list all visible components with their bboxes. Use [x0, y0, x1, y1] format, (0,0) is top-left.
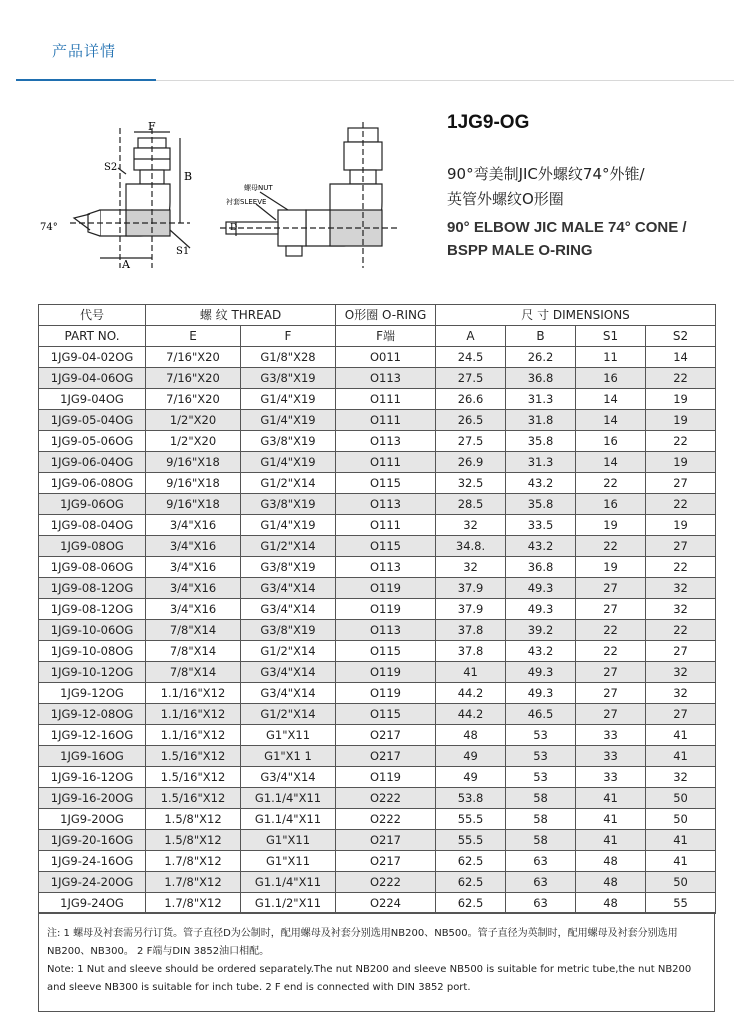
- label-B: B: [184, 170, 193, 183]
- table-cell: G3/8"X19: [241, 368, 336, 389]
- table-cell: 22: [646, 431, 716, 452]
- table-row: [39, 536, 716, 557]
- table-cell: 27: [646, 704, 716, 725]
- table-cell: G1/2"X14: [241, 704, 336, 725]
- table-cell: 16: [576, 368, 646, 389]
- label-S2: S2: [104, 162, 118, 173]
- table-cell: 63: [506, 851, 576, 872]
- table-cell: 9/16"X18: [146, 452, 241, 473]
- table-row: [39, 767, 716, 788]
- table-cell: G1/2"X14: [241, 536, 336, 557]
- table-cell: O119: [336, 683, 436, 704]
- table-cell: 7/16"X20: [146, 368, 241, 389]
- table-cell: 58: [506, 809, 576, 830]
- table-cell: O217: [336, 725, 436, 746]
- table-cell: G3/4"X14: [241, 578, 336, 599]
- table-cell: 19: [646, 452, 716, 473]
- table-row: [39, 620, 716, 641]
- table-cell: 32: [646, 767, 716, 788]
- table-cell: 7/8"X14: [146, 662, 241, 683]
- table-cell: 22: [576, 641, 646, 662]
- table-cell: 1JG9-08-06OG: [39, 557, 146, 578]
- table-cell: 33.5: [506, 515, 576, 536]
- technical-drawing: [30, 118, 430, 278]
- section-title: 产品详情: [52, 42, 117, 60]
- table-cell: 16: [576, 494, 646, 515]
- table-cell: 1JG9-04-02OG: [39, 347, 146, 368]
- table-cell: 1JG9-05-06OG: [39, 431, 146, 452]
- table-cell: 32: [436, 557, 506, 578]
- table-cell: G3/8"X19: [241, 494, 336, 515]
- table-cell: 41: [646, 851, 716, 872]
- table-cell: 1JG9-08-04OG: [39, 515, 146, 536]
- table-cell: G3/8"X19: [241, 620, 336, 641]
- table-cell: 50: [646, 809, 716, 830]
- table-cell: 1JG9-12-16OG: [39, 725, 146, 746]
- dimensions-table: [38, 304, 716, 914]
- header-B: B: [506, 326, 576, 347]
- table-cell: 1/2"X20: [146, 410, 241, 431]
- table-cell: 43.2: [506, 641, 576, 662]
- table-cell: 1/2"X20: [146, 431, 241, 452]
- table-cell: G3/8"X19: [241, 431, 336, 452]
- table-cell: 41: [436, 662, 506, 683]
- dimensions-table-wrapper: [38, 304, 715, 914]
- table-cell: 36.8: [506, 557, 576, 578]
- table-row: [39, 494, 716, 515]
- table-cell: 33: [576, 767, 646, 788]
- table-cell: G1"X11: [241, 830, 336, 851]
- table-cell: 1JG9-10-06OG: [39, 620, 146, 641]
- table-cell: O113: [336, 431, 436, 452]
- table-cell: 1JG9-08OG: [39, 536, 146, 557]
- label-angle: 74°: [40, 222, 58, 233]
- table-cell: 39.2: [506, 620, 576, 641]
- table-cell: 22: [646, 557, 716, 578]
- table-cell: 26.2: [506, 347, 576, 368]
- table-cell: 1.7/8"X12: [146, 893, 241, 914]
- label-S1: S1: [176, 246, 190, 257]
- table-cell: 3/4"X16: [146, 578, 241, 599]
- table-row: [39, 725, 716, 746]
- table-cell: O115: [336, 536, 436, 557]
- table-cell: 9/16"X18: [146, 494, 241, 515]
- table-cell: 14: [576, 389, 646, 410]
- table-cell: 58: [506, 788, 576, 809]
- table-cell: 1.5/8"X12: [146, 830, 241, 851]
- table-row: [39, 851, 716, 872]
- label-nut: 螺母NUT: [244, 184, 273, 192]
- table-cell: 1.1/16"X12: [146, 704, 241, 725]
- table-cell: 49.3: [506, 578, 576, 599]
- table-cell: 24.5: [436, 347, 506, 368]
- table-cell: 1JG9-24-20OG: [39, 872, 146, 893]
- table-cell: 53: [506, 746, 576, 767]
- table-row: [39, 872, 716, 893]
- table-cell: G3/4"X14: [241, 683, 336, 704]
- table-cell: 50: [646, 872, 716, 893]
- table-row: [39, 473, 716, 494]
- table-cell: 43.2: [506, 536, 576, 557]
- table-cell: 53: [506, 725, 576, 746]
- table-row: [39, 515, 716, 536]
- table-cell: 62.5: [436, 893, 506, 914]
- table-cell: 7/8"X14: [146, 620, 241, 641]
- table-cell: 32: [646, 578, 716, 599]
- table-cell: 19: [646, 389, 716, 410]
- table-cell: O113: [336, 557, 436, 578]
- table-cell: 1JG9-16OG: [39, 746, 146, 767]
- table-cell: 48: [576, 893, 646, 914]
- table-cell: G1.1/4"X11: [241, 872, 336, 893]
- table-cell: 49.3: [506, 662, 576, 683]
- product-title-cn-line1: 90°弯美制JIC外螺纹74°外锥/: [447, 165, 645, 183]
- table-cell: 63: [506, 893, 576, 914]
- table-cell: 1JG9-12OG: [39, 683, 146, 704]
- table-cell: 3/4"X16: [146, 599, 241, 620]
- table-cell: O119: [336, 599, 436, 620]
- table-cell: 37.9: [436, 578, 506, 599]
- table-cell: G1"X11: [241, 851, 336, 872]
- section-title-underline: [16, 79, 156, 81]
- header-oring: O形圈 O-RING: [336, 305, 436, 326]
- header-F: F: [241, 326, 336, 347]
- table-cell: G1/2"X14: [241, 473, 336, 494]
- table-cell: 27: [646, 536, 716, 557]
- header-A: A: [436, 326, 506, 347]
- table-cell: O119: [336, 578, 436, 599]
- table-cell: 22: [576, 620, 646, 641]
- header-dimensions: 尺 寸 DIMENSIONS: [436, 305, 716, 326]
- table-cell: O217: [336, 830, 436, 851]
- table-cell: 1JG9-20OG: [39, 809, 146, 830]
- table-cell: G1/2"X14: [241, 641, 336, 662]
- table-cell: G1/4"X19: [241, 410, 336, 431]
- table-cell: 50: [646, 788, 716, 809]
- table-cell: 1JG9-10-12OG: [39, 662, 146, 683]
- table-cell: 1JG9-12-08OG: [39, 704, 146, 725]
- table-cell: O222: [336, 872, 436, 893]
- table-cell: O113: [336, 620, 436, 641]
- table-cell: 37.8: [436, 620, 506, 641]
- table-cell: 1JG9-04-06OG: [39, 368, 146, 389]
- note-en-line1: Note: 1 Nut and sleeve should be ordered separately.The nut NB200 and sleeve NB500 is suitable for metric tube,the nut NB200: [47, 964, 692, 975]
- table-cell: 41: [576, 830, 646, 851]
- table-cell: 26.9: [436, 452, 506, 473]
- header-code-cn: 代号: [39, 305, 146, 326]
- table-cell: O222: [336, 788, 436, 809]
- table-cell: 3/4"X16: [146, 515, 241, 536]
- table-cell: 19: [576, 557, 646, 578]
- table-cell: 33: [576, 746, 646, 767]
- table-header-row: [39, 305, 716, 326]
- table-cell: 1.7/8"X12: [146, 851, 241, 872]
- table-cell: 46.5: [506, 704, 576, 725]
- table-cell: 44.2: [436, 683, 506, 704]
- table-cell: 33: [576, 725, 646, 746]
- table-cell: 1.7/8"X12: [146, 872, 241, 893]
- header-S2: S2: [646, 326, 716, 347]
- table-row: [39, 809, 716, 830]
- table-cell: 53: [506, 767, 576, 788]
- table-row: [39, 452, 716, 473]
- table-cell: 27.5: [436, 431, 506, 452]
- table-cell: 44.2: [436, 704, 506, 725]
- table-cell: 16: [576, 431, 646, 452]
- table-cell: 43.2: [506, 473, 576, 494]
- table-cell: 31.3: [506, 389, 576, 410]
- table-cell: 48: [436, 725, 506, 746]
- table-cell: 1JG9-06OG: [39, 494, 146, 515]
- table-cell: G3/4"X14: [241, 662, 336, 683]
- table-cell: O011: [336, 347, 436, 368]
- table-cell: O111: [336, 410, 436, 431]
- table-row: [39, 683, 716, 704]
- table-cell: 31.3: [506, 452, 576, 473]
- table-cell: O119: [336, 662, 436, 683]
- table-cell: 49: [436, 767, 506, 788]
- table-cell: O217: [336, 851, 436, 872]
- header-S1: S1: [576, 326, 646, 347]
- table-cell: 35.8: [506, 431, 576, 452]
- table-cell: 58: [506, 830, 576, 851]
- table-cell: 19: [646, 515, 716, 536]
- table-cell: 1.5/16"X12: [146, 746, 241, 767]
- label-F: F: [148, 120, 156, 133]
- table-cell: G1/4"X19: [241, 515, 336, 536]
- table-row: [39, 662, 716, 683]
- product-model: 1JG9-OG: [447, 112, 530, 133]
- table-cell: 1.5/8"X12: [146, 809, 241, 830]
- table-cell: 7/16"X20: [146, 347, 241, 368]
- table-cell: 32: [646, 683, 716, 704]
- section-divider: [156, 80, 734, 81]
- table-cell: 1JG9-04OG: [39, 389, 146, 410]
- table-cell: O224: [336, 893, 436, 914]
- table-cell: 27: [576, 704, 646, 725]
- table-cell: G1.1/4"X11: [241, 788, 336, 809]
- table-cell: 3/4"X16: [146, 557, 241, 578]
- table-row: [39, 557, 716, 578]
- table-cell: 1JG9-20-16OG: [39, 830, 146, 851]
- table-cell: 53.8: [436, 788, 506, 809]
- table-cell: 22: [646, 494, 716, 515]
- table-subheader-row: [39, 326, 716, 347]
- table-cell: 36.8: [506, 368, 576, 389]
- table-cell: 7/16"X20: [146, 389, 241, 410]
- table-cell: 32: [436, 515, 506, 536]
- table-cell: O115: [336, 641, 436, 662]
- table-cell: 3/4"X16: [146, 536, 241, 557]
- table-cell: 32.5: [436, 473, 506, 494]
- table-cell: 31.8: [506, 410, 576, 431]
- table-cell: G1/4"X19: [241, 452, 336, 473]
- table-cell: 1.1/16"X12: [146, 683, 241, 704]
- table-cell: O111: [336, 515, 436, 536]
- table-cell: 62.5: [436, 851, 506, 872]
- table-cell: 14: [576, 410, 646, 431]
- table-cell: 27.5: [436, 368, 506, 389]
- label-D: D: [230, 223, 238, 233]
- table-cell: 41: [576, 788, 646, 809]
- table-cell: 48: [576, 851, 646, 872]
- table-row: [39, 788, 716, 809]
- label-sleeve: 衬套SLEEVE: [226, 198, 267, 206]
- table-cell: G1.1/2"X11: [241, 893, 336, 914]
- table-cell: 22: [576, 536, 646, 557]
- table-cell: 1JG9-08-12OG: [39, 599, 146, 620]
- table-cell: O113: [336, 494, 436, 515]
- table-cell: 1JG9-24-16OG: [39, 851, 146, 872]
- table-cell: 49.3: [506, 599, 576, 620]
- table-cell: G1/4"X19: [241, 389, 336, 410]
- table-cell: G1"X11: [241, 725, 336, 746]
- table-row: [39, 431, 716, 452]
- table-row: [39, 410, 716, 431]
- table-cell: 14: [576, 452, 646, 473]
- table-row: [39, 347, 716, 368]
- table-cell: 1.1/16"X12: [146, 725, 241, 746]
- table-cell: G1.1/4"X11: [241, 809, 336, 830]
- header-thread: 螺 纹 THREAD: [146, 305, 336, 326]
- table-cell: 63: [506, 872, 576, 893]
- table-cell: 26.5: [436, 410, 506, 431]
- table-cell: 32: [646, 599, 716, 620]
- table-cell: 19: [576, 515, 646, 536]
- table-cell: 48: [576, 872, 646, 893]
- table-cell: 22: [646, 620, 716, 641]
- header-F-end: F端: [336, 326, 436, 347]
- table-cell: 19: [646, 410, 716, 431]
- table-cell: 1JG9-06-04OG: [39, 452, 146, 473]
- table-cell: 55.5: [436, 809, 506, 830]
- header-E: E: [146, 326, 241, 347]
- table-cell: O115: [336, 473, 436, 494]
- table-cell: 27: [646, 473, 716, 494]
- notes-box: [38, 912, 715, 1012]
- table-cell: 41: [646, 746, 716, 767]
- product-title-en-line2: BSPP MALE O-RING: [447, 242, 593, 259]
- table-cell: G3/4"X14: [241, 599, 336, 620]
- table-cell: 9/16"X18: [146, 473, 241, 494]
- table-cell: 55.5: [436, 830, 506, 851]
- table-row: [39, 641, 716, 662]
- table-cell: 7/8"X14: [146, 641, 241, 662]
- table-cell: 22: [576, 473, 646, 494]
- table-cell: 32: [646, 662, 716, 683]
- table-cell: 22: [646, 368, 716, 389]
- table-cell: 37.9: [436, 599, 506, 620]
- table-cell: 27: [576, 578, 646, 599]
- table-cell: 11: [576, 347, 646, 368]
- table-cell: 37.8: [436, 641, 506, 662]
- table-row: [39, 704, 716, 725]
- table-cell: G1"X1 1: [241, 746, 336, 767]
- table-cell: 27: [576, 683, 646, 704]
- table-cell: 1.5/16"X12: [146, 767, 241, 788]
- table-body: [39, 347, 716, 914]
- table-cell: 26.6: [436, 389, 506, 410]
- table-cell: G1/8"X28: [241, 347, 336, 368]
- product-title-cn-line2: 英管外螺纹O形圈: [447, 190, 564, 208]
- table-cell: 35.8: [506, 494, 576, 515]
- table-cell: 34.8.: [436, 536, 506, 557]
- table-cell: 1JG9-16-20OG: [39, 788, 146, 809]
- table-cell: 27: [576, 599, 646, 620]
- table-cell: 1JG9-06-08OG: [39, 473, 146, 494]
- table-cell: 55: [646, 893, 716, 914]
- product-title-en-line1: 90° ELBOW JIC MALE 74° CONE /: [447, 219, 687, 236]
- table-cell: 1JG9-16-12OG: [39, 767, 146, 788]
- table-row: [39, 578, 716, 599]
- table-row: [39, 389, 716, 410]
- table-cell: 1.5/16"X12: [146, 788, 241, 809]
- table-cell: 1JG9-05-04OG: [39, 410, 146, 431]
- table-cell: O217: [336, 746, 436, 767]
- table-cell: O222: [336, 809, 436, 830]
- table-row: [39, 368, 716, 389]
- note-cn-line2: NB200、NB300。 2 F端与DIN 3852油口相配。: [47, 946, 270, 957]
- table-cell: 49: [436, 746, 506, 767]
- header-code-en: PART NO.: [39, 326, 146, 347]
- table-cell: 41: [576, 809, 646, 830]
- table-cell: 1JG9-08-12OG: [39, 578, 146, 599]
- table-row: [39, 599, 716, 620]
- table-cell: 27: [646, 641, 716, 662]
- table-row: [39, 746, 716, 767]
- table-cell: 1JG9-10-08OG: [39, 641, 146, 662]
- table-cell: O111: [336, 389, 436, 410]
- table-cell: 41: [646, 725, 716, 746]
- table-cell: 41: [646, 830, 716, 851]
- note-cn-line1: 注: 1 螺母及衬套需另行订货。管子直径D为公制时，配用螺母及衬套分别选用NB200、NB500。管子直径为英制时，配用螺母及衬套分别选用: [47, 928, 678, 939]
- table-cell: 14: [646, 347, 716, 368]
- table-cell: O119: [336, 767, 436, 788]
- table-cell: O115: [336, 704, 436, 725]
- table-cell: 28.5: [436, 494, 506, 515]
- label-A: A: [122, 258, 130, 271]
- table-row: [39, 893, 716, 914]
- note-en-line2: and sleeve NB300 is suitable for inch tube. 2 F end is connected with DIN 3852 port.: [47, 982, 471, 993]
- table-cell: 27: [576, 662, 646, 683]
- table-cell: 1JG9-24OG: [39, 893, 146, 914]
- table-cell: 62.5: [436, 872, 506, 893]
- table-cell: G3/4"X14: [241, 767, 336, 788]
- table-cell: G3/8"X19: [241, 557, 336, 578]
- table-cell: O113: [336, 368, 436, 389]
- table-cell: 49.3: [506, 683, 576, 704]
- table-row: [39, 830, 716, 851]
- table-cell: O111: [336, 452, 436, 473]
